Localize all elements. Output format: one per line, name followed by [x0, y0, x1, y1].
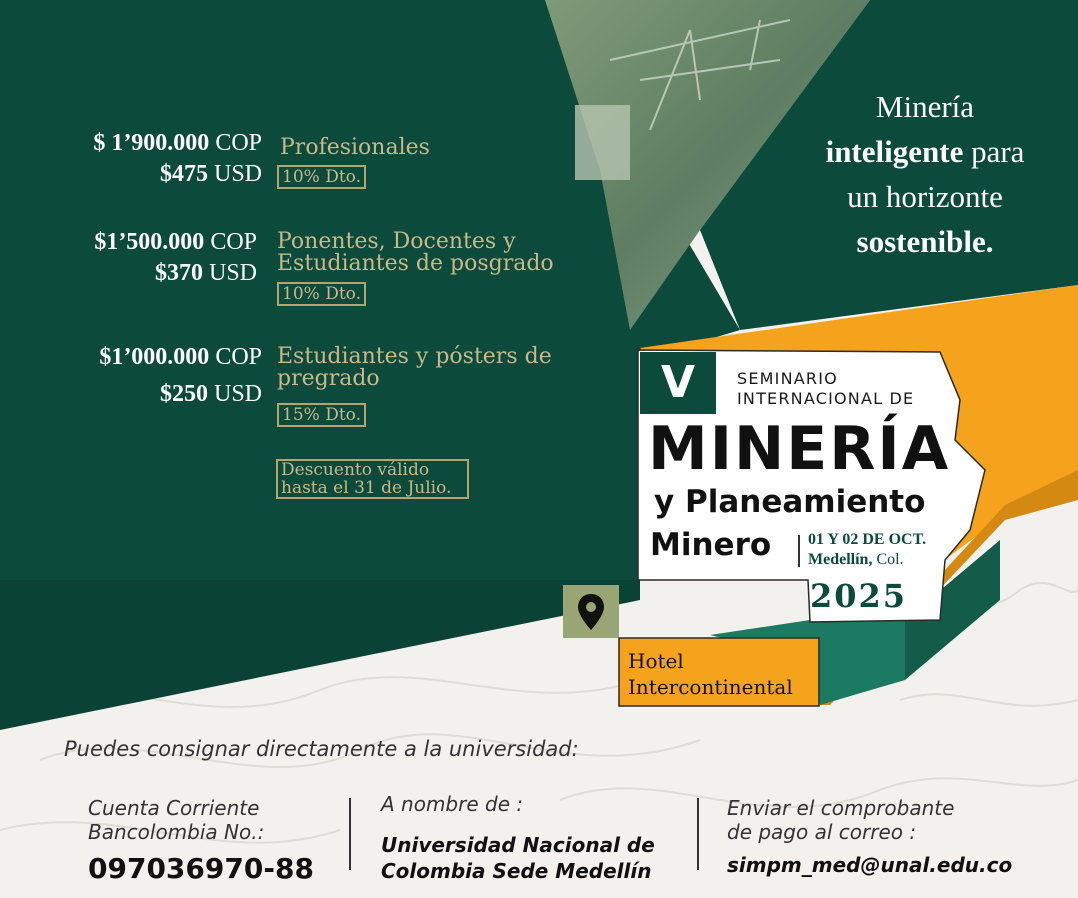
event-year: 2025: [810, 577, 908, 615]
divider: [697, 798, 699, 870]
name-label: A nombre de :: [381, 792, 524, 816]
usd-unit: USD: [213, 381, 262, 407]
seminar-label: SEMINARIO INTERNACIONAL DE: [737, 369, 915, 408]
discount-validity-note: Descuento válido hasta el 31 de Julio.: [276, 459, 469, 499]
divider: [798, 535, 800, 567]
cop-amount: $1’000.000: [99, 344, 210, 370]
usd-amount: $475: [159, 161, 208, 187]
category-students: Estudiantes y pósters de pregrado: [277, 344, 552, 391]
location-pin-icon: [563, 585, 619, 638]
event-subtitle: y Planeamiento: [654, 484, 926, 520]
account-label: Cuenta Corriente Bancolombia No.:: [88, 796, 265, 844]
event-title: MINERÍA: [648, 414, 951, 484]
account-number: 097036970-88: [88, 852, 314, 885]
price-students: [40, 342, 262, 410]
event-dates: 01 Y 02 DE OCT. Medellín, Col.: [808, 531, 927, 568]
category-speakers: Ponentes, Docentes y Estudiantes de posgrado: [277, 229, 554, 276]
discount-badge: 15% Dto.: [277, 403, 366, 427]
venue-name: Hotel Intercontinental: [628, 649, 793, 699]
price-professionals: [40, 128, 262, 190]
divider: [349, 798, 351, 870]
usd-amount: $370: [154, 260, 203, 286]
price-speakers: [40, 227, 257, 289]
usd-unit: USD: [208, 260, 257, 286]
cop-amount: $1’500.000: [94, 229, 205, 255]
usd-unit: USD: [213, 161, 262, 187]
contact-email[interactable]: simpm_med@unal.edu.co: [727, 853, 1013, 877]
account-holder: Universidad Nacional de Colombia Sede Medellín: [381, 833, 655, 883]
green-panel-lower: [0, 580, 640, 730]
payment-intro: Puedes consignar directamente a la universidad:: [64, 737, 579, 761]
edition-numeral: V: [660, 357, 696, 408]
cop-unit: COP: [215, 130, 262, 156]
cop-unit: COP: [210, 229, 257, 255]
cop-amount: $ 1’900.000: [93, 130, 210, 156]
category-professionals: Profesionales: [280, 135, 430, 160]
slogan: Minería inteligente para un horizonte sostenible.: [825, 89, 1025, 259]
discount-badge: 10% Dto.: [277, 282, 366, 306]
cop-unit: COP: [215, 344, 262, 370]
send-receipt-label: Enviar el comprobante de pago al correo :: [727, 796, 955, 844]
discount-badge: 10% Dto.: [277, 165, 366, 189]
usd-amount: $250: [159, 381, 208, 407]
event-subtitle-2: Minero: [650, 527, 772, 563]
